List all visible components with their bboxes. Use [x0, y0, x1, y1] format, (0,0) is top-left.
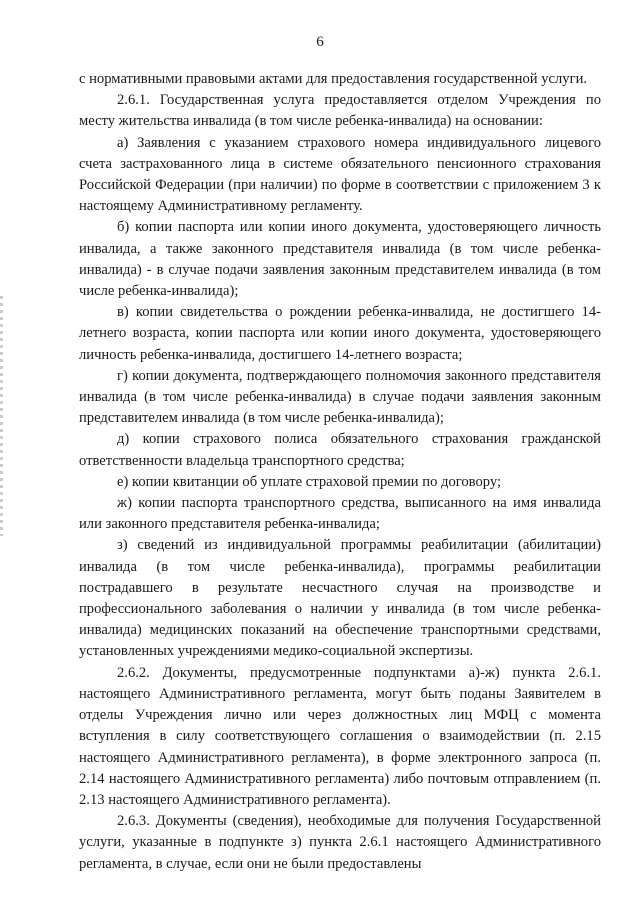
page-number: 6 [316, 34, 324, 50]
document-body [79, 69, 601, 875]
paragraph-2-6-1: 2.6.1. Государственная услуга предоставляется отделом Учреждения по месту жительства инвалида (в том числе ребенка-инвалида) на основании: [79, 92, 601, 130]
paragraph-item-g: г) копии документа, подтверждающего полномочия законного представителя инвалида (в том числе ребенка-инвалида) в случае подачи заявления законным представителем инвалида (в том числе ребенка-инвалида); [79, 367, 601, 427]
paragraph-item-e: е) копии квитанции об уплате страховой премии по договору; [117, 473, 502, 490]
paragraph-continuation: с нормативными правовыми актами для предоставления государственной услуги. [79, 71, 588, 87]
paragraph-item-b: б) копии паспорта или копии иного документа, удостоверяющего личность инвалида, а также законного представителя инвалида (в том числе ребенка-инвалида) - в случае подачи заявления законным представителем инвалида (в том числе ребенка-инвалида); [79, 219, 601, 300]
paragraph-item-a: а) Заявления с указанием страхового номера индивидуального лицевого счета застрахованного лица в системе обязательного пенсионного страхования Российской Федерации (при наличии) по форме в соответствии с приложением 3 к настоящему Административному регламенту. [79, 134, 601, 215]
scan-edge-mark [0, 296, 3, 536]
paragraph-item-d: д) копии страхового полиса обязательного страхования гражданской ответственности владельца транспортного средства; [79, 431, 601, 469]
paragraph-2-6-3: 2.6.3. Документы (сведения), необходимые для получения Государственной услуги, указанные в подпункте з) пункта 2.6.1 настоящего Административного регламента, в случае, если они не были предоставлены [79, 813, 601, 872]
paragraph-item-z: з) сведений из индивидуальной программы реабилитации (абилитации) инвалида (в том числе ребенка-инвалида), программы реабилитации пострадавшего в результате несчастного случая на производстве и профессионального заболевания о наличии у инвалида (в том числе ребенка-инвалида) медицинских показаний на обеспечение транспортными средствами, установленных учреждениями медико-социальной экспертизы. [79, 537, 601, 660]
paragraph-item-zh: ж) копии паспорта транспортного средства, выписанного на имя инвалида или законного представителя ребенка-инвалида; [79, 495, 601, 533]
paragraph-2-6-2: 2.6.2. Документы, предусмотренные подпунктами а)-ж) пункта 2.6.1. настоящего Административного регламента, могут быть поданы Заявителем в отделы Учреждения лично или через должностных лиц МФЦ с момента вступления в силу соответствующего соглашения о взаимодействии (п. 2.15 настоящего Административного регламента), в форме электронного запроса (п. 2.14 настоящего Административного регламента) либо почтовым отправлением (п. 2.13 настоящего Административного регламента). [79, 664, 601, 808]
paragraph-item-v: в) копии свидетельства о рождении ребенка-инвалида, не достигшего 14-летнего возраста, копии паспорта или копии иного документа, удостоверяющего личность ребенка-инвалида, достигшего 14-летнего возраста; [79, 304, 601, 363]
